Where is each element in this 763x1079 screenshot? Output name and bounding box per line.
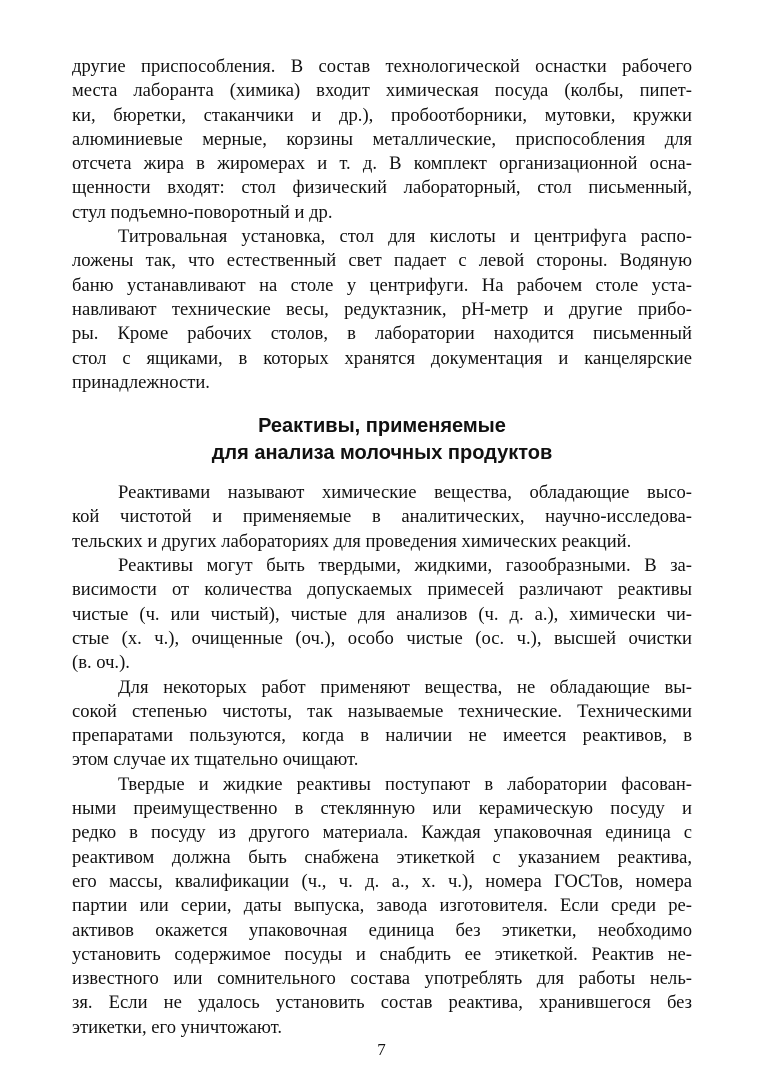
intro-paragraph-2	[72, 225, 692, 395]
text-line: партии или серии, даты выпуска, завода изготовителя. Если среди ре-	[72, 895, 692, 917]
section-paragraph-4	[72, 773, 692, 1040]
text-line: другие приспособления. В состав технологической оснастки рабочего	[72, 56, 692, 77]
page-number: 7	[377, 1040, 386, 1059]
text-line: принадлежности.	[72, 371, 210, 393]
intro-paragraph-1	[72, 55, 692, 225]
text-line: Реактивами называют химические вещества, обладающие высо-	[118, 482, 692, 504]
text-line: зя. Если не удалось установить состав реактива, хранившегося без	[72, 992, 692, 1014]
text-line: баню устанавливают на столе у центрифуги. На рабочем столе уста-	[72, 274, 692, 296]
text-line: щенности входят: стол физический лабораторный, стол письменный,	[72, 177, 692, 199]
text-line: стул подъемно-поворотный и др.	[72, 201, 333, 223]
text-line: Титровальная установка, стол для кислоты и центрифуга распо-	[118, 226, 692, 248]
text-line: отсчета жира в жиромерах и т. д. В комплект организационной осна-	[72, 153, 692, 175]
section-heading	[72, 413, 692, 467]
text-line: места лаборанта (химика) входит химическая посуда (колбы, пипет-	[72, 80, 692, 102]
text-line: кой чистотой и применяемые в аналитических, научно-исследова-	[72, 506, 692, 528]
text-line: этикетки, его уничтожают.	[72, 1016, 283, 1038]
section-paragraph-2	[72, 554, 692, 675]
text-column	[72, 55, 692, 1040]
section-paragraph-1	[72, 481, 692, 554]
text-line: (в. оч.).	[72, 652, 130, 674]
text-line: активов окажется упаковочная единица без этикетки, необходимо	[72, 919, 692, 941]
text-line: ки, бюретки, стаканчики и др.), пробоотборники, мутовки, кружки	[72, 104, 692, 126]
text-line: стые (х. ч.), очищенные (оч.), особо чистые (ос. ч.), высшей очистки	[72, 627, 692, 649]
text-line: ными преимущественно в стеклянную или керамическую посуду и	[72, 798, 692, 820]
text-line: алюминиевые мерные, корзины металлические, приспособления для	[72, 128, 692, 150]
section-heading-line-2: для анализа молочных продуктов	[211, 442, 553, 465]
text-line: известного или сомнительного состава употреблять для работы нель-	[72, 968, 692, 990]
text-line: Для некоторых работ применяют вещества, не обладающие вы-	[118, 676, 692, 698]
section-heading-line-1: Реактивы, применяемые	[258, 415, 506, 438]
text-line: установить содержимое посуды и снабдить ее этикеткой. Реактив не-	[72, 943, 692, 965]
text-line: навливают технические весы, редуктазник, pH-метр и другие прибо-	[72, 298, 692, 320]
text-line: этом случае их тщательно очищают.	[72, 749, 359, 771]
text-line: его массы, квалификации (ч., ч. д. а., х. ч.), номера ГОСТов, номера	[72, 870, 692, 892]
section-paragraph-3	[72, 676, 692, 773]
text-line: висимости от количества допускаемых примесей различают реактивы	[72, 579, 692, 601]
text-line: ложены так, что естественный свет падает с левой стороны. Водяную	[72, 250, 692, 272]
text-line: чистые (ч. или чистый), чистые для анализов (ч. д. а.), химически чи-	[72, 603, 692, 625]
text-line: стол с ящиками, в которых хранятся документация и канцелярские	[72, 347, 692, 369]
text-line: тельских и других лабораториях для проведения химических реакций.	[72, 530, 632, 552]
text-line: Реактивы могут быть твердыми, жидкими, газообразными. В за-	[118, 555, 692, 577]
text-line: ры. Кроме рабочих столов, в лаборатории находится письменный	[72, 323, 692, 345]
text-line: сокой степенью чистоты, так называемые технические. Техническими	[72, 700, 692, 722]
text-line: Твердые и жидкие реактивы поступают в лаборатории фасован-	[118, 773, 692, 795]
text-line: редко в посуду из другого материала. Каждая упаковочная единица с	[72, 822, 692, 844]
text-line: препаратами пользуются, когда в наличии не имеется реактивов, в	[72, 725, 692, 747]
text-line: реактивом должна быть снабжена этикеткой с указанием реактива,	[72, 846, 692, 868]
